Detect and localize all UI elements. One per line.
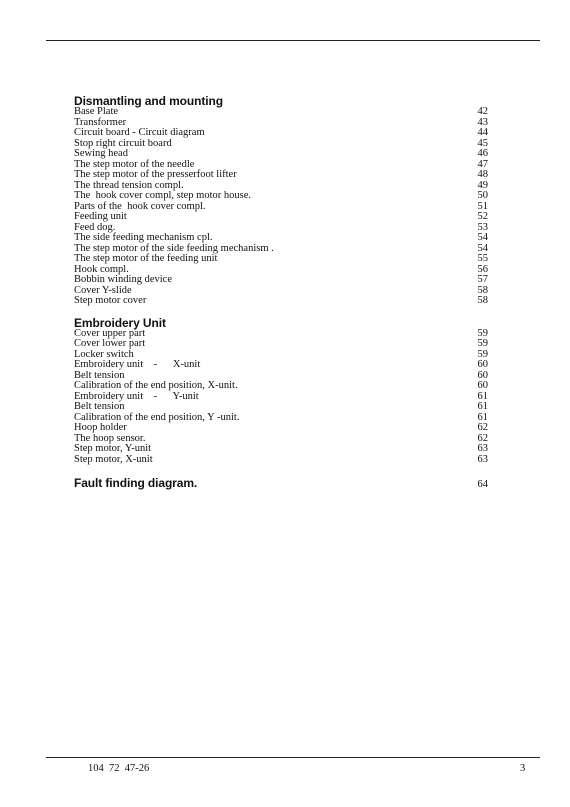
- page-number: 3: [520, 763, 526, 774]
- toc-entry-page: 61: [477, 401, 488, 412]
- toc-entry-page: 54: [477, 232, 488, 243]
- toc-entry-label: Step motor, X-unit: [74, 453, 153, 465]
- toc-entry-label: Parts of the hook cover compl.: [74, 200, 206, 212]
- toc-entry-label: Sewing head: [74, 148, 128, 159]
- toc-entry-page: 62: [477, 432, 488, 444]
- footer-rule: [46, 757, 540, 758]
- toc-entry-label: Locker switch: [74, 348, 134, 360]
- toc-entry[interactable]: [74, 444, 488, 455]
- document-number: 104 72 47-26: [88, 763, 150, 774]
- section-entries: [74, 329, 488, 466]
- toc-entry-page: 60: [477, 359, 488, 370]
- toc-entry-label: Calibration of the end position, Y -unit.: [74, 411, 240, 423]
- toc-entry[interactable]: [74, 275, 488, 286]
- fault-finding-title: Fault finding diagram.: [74, 476, 198, 490]
- toc-entry-label: The hoop sensor.: [74, 432, 146, 444]
- toc-entry-page: 61: [477, 411, 488, 423]
- header-rule: [46, 40, 540, 41]
- toc-entry[interactable]: [74, 139, 488, 150]
- toc-entry-label: The hook cover compl, step motor house.: [74, 190, 252, 201]
- toc-entry-label: Stop right circuit board: [74, 137, 172, 149]
- toc-entry-page: 50: [477, 190, 488, 201]
- toc-entry-page: 60: [477, 380, 488, 391]
- toc-entry[interactable]: [74, 149, 488, 160]
- section-title: Dismantling and mounting: [74, 94, 223, 108]
- toc-entry[interactable]: [74, 360, 488, 371]
- toc-entry-page: 52: [477, 211, 488, 222]
- toc-entry-page: 63: [477, 443, 488, 454]
- toc-entry[interactable]: [74, 170, 488, 181]
- toc-entry[interactable]: [74, 455, 488, 466]
- toc-entry[interactable]: [74, 392, 488, 403]
- toc-entry[interactable]: [74, 423, 488, 434]
- toc-entry-label: The step motor of the needle: [74, 158, 195, 170]
- toc-entry-page: 47: [477, 158, 488, 170]
- toc-entry-label: Belt tension: [74, 369, 125, 381]
- toc-entry-label: Embroidery unit - X-unit: [74, 359, 201, 370]
- toc-entry[interactable]: [74, 107, 488, 118]
- toc-entry-page: 51: [477, 200, 488, 212]
- toc-entry-page: 44: [477, 127, 488, 138]
- toc-entry[interactable]: [74, 233, 488, 244]
- toc-entry-page: 46: [477, 148, 488, 159]
- toc-entry[interactable]: [74, 128, 488, 139]
- toc-entry-page: 58: [477, 284, 488, 296]
- toc-entry-page: 48: [477, 169, 488, 180]
- toc-entry-label: Base Plate: [74, 106, 119, 117]
- toc-entry-page: 54: [477, 242, 488, 254]
- toc-entry[interactable]: [74, 381, 488, 392]
- toc-entry[interactable]: [74, 296, 488, 307]
- toc-entry-label: Step motor cover: [74, 295, 147, 306]
- toc-entry-page: 61: [477, 390, 488, 402]
- toc-entry-page: 56: [477, 263, 488, 275]
- toc-entry-label: The step motor of the feeding unit: [74, 253, 218, 264]
- toc-entry-label: Transformer: [74, 116, 127, 128]
- toc-entry-page: 59: [477, 327, 488, 339]
- toc-entry-label: Step motor, Y-unit: [74, 443, 152, 454]
- fault-finding-page: 64: [477, 479, 488, 490]
- toc-entry-label: Circuit board - Circuit diagram: [74, 127, 205, 138]
- toc-entry-label: Calibration of the end position, X-unit.: [74, 380, 238, 391]
- toc-entry-label: Embroidery unit - Y-unit: [74, 390, 199, 402]
- toc-entry-label: Cover lower part: [74, 338, 146, 349]
- toc-entry-page: 59: [477, 348, 488, 360]
- toc-entry-page: 60: [477, 369, 488, 381]
- toc-entry-label: Feed dog.: [74, 221, 116, 233]
- toc-entry-page: 57: [477, 274, 488, 285]
- toc-entry-label: Hoop holder: [74, 422, 127, 433]
- toc-entry-label: The thread tension compl.: [74, 179, 184, 191]
- toc-entry[interactable]: [74, 254, 488, 265]
- toc-entry-label: Hook compl.: [74, 263, 129, 275]
- toc-entry[interactable]: [74, 212, 488, 223]
- toc-entry-page: 58: [477, 295, 488, 306]
- toc-entry-label: Belt tension: [74, 401, 125, 412]
- toc-entry-label: The side feeding mechanism cpl.: [74, 232, 213, 243]
- toc-entry-page: 45: [477, 137, 488, 149]
- table-of-contents: [74, 95, 488, 490]
- section-dismantling: [74, 95, 488, 307]
- fault-finding-entry[interactable]: [74, 477, 488, 490]
- toc-entry-label: The step motor of the side feeding mechanism .: [74, 242, 274, 254]
- toc-entry-page: 63: [477, 453, 488, 465]
- toc-entry-page: 42: [477, 106, 488, 117]
- toc-entry-page: 53: [477, 221, 488, 233]
- toc-entry-page: 43: [477, 116, 488, 128]
- toc-entry-label: Cover Y-slide: [74, 284, 132, 296]
- toc-entry-page: 49: [477, 179, 488, 191]
- toc-entry[interactable]: [74, 202, 488, 213]
- section-title: Embroidery Unit: [74, 315, 166, 330]
- toc-entry-page: 62: [477, 422, 488, 433]
- toc-entry[interactable]: [74, 402, 488, 413]
- toc-entry[interactable]: [74, 339, 488, 350]
- toc-entry[interactable]: [74, 191, 488, 202]
- toc-entry-label: Cover upper part: [74, 327, 146, 339]
- section-entries: [74, 107, 488, 307]
- section-embroidery: [74, 317, 488, 466]
- toc-entry[interactable]: [74, 413, 488, 424]
- toc-entry-page: 55: [477, 253, 488, 264]
- toc-entry-label: Feeding unit: [74, 211, 127, 222]
- toc-entry-page: 59: [477, 338, 488, 349]
- toc-entry-label: The step motor of the presserfoot lifter: [74, 169, 237, 180]
- toc-entry-label: Bobbin winding device: [74, 274, 172, 285]
